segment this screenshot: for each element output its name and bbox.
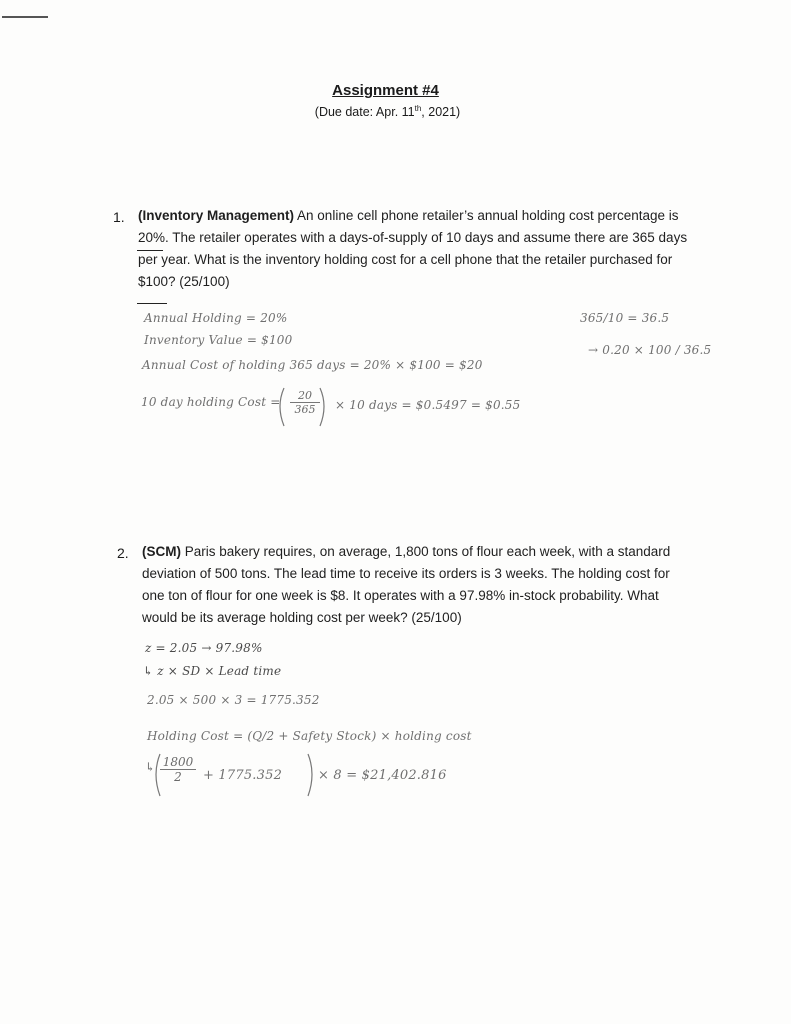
question-2-number: 2. xyxy=(117,545,129,561)
q1-hw-side-calc-1: 365/10 = 36.5 xyxy=(580,311,670,325)
question-1-line-1: (Inventory Management) An online cell phone retailer’s annual holding cost percentage is xyxy=(138,208,679,223)
question-2-text xyxy=(142,541,742,629)
question-2-line-1: (SCM) Paris bakery requires, on average, 1,800 tons of flour each week, with a standard xyxy=(142,544,671,559)
question-2-line-2: deviation of 500 tons. The lead time to receive its orders is 3 weeks. The holding cost for xyxy=(142,566,670,581)
q1-hw-side-calc-2: → 0.20 × 100 / 36.5 xyxy=(588,343,712,357)
q2-hw-holding-formula: Holding Cost = (Q/2 + Safety Stock) × holding cost xyxy=(147,729,472,743)
q2-hw-result: × 8 = $21,402.816 xyxy=(318,768,447,783)
question-1-text xyxy=(138,205,738,293)
question-1-topic: (Inventory Management) xyxy=(138,208,295,223)
question-2-line-4: would be its average holding cost per week? (25/100) xyxy=(142,610,462,625)
q2-hw-arrow: ↳ xyxy=(145,760,156,774)
q1-hw-annual-holding: Annual Holding = 20% xyxy=(144,311,288,325)
q2-hw-sum: + 1775.352 xyxy=(203,768,283,783)
due-date: (Due date: Apr. 11th, 2021) xyxy=(314,104,461,120)
q2-hw-z-value: z = 2.05 → 97.98% xyxy=(145,641,263,655)
q1-hw-fraction: $\frac{20}{365}$ xyxy=(290,389,320,416)
question-1-line-4: $100? (25/100) xyxy=(138,274,230,289)
question-1-line-2: 20%. The retailer operates with a days-of-supply of 10 days and assume there are 365 days xyxy=(138,230,688,245)
q1-hw-annual-cost: Annual Cost of holding 365 days = 20% × $100 = $20 xyxy=(142,358,483,372)
pen-underline-100 xyxy=(137,303,167,304)
q2-hw-fraction: $\frac{1800}{2}$ xyxy=(160,755,196,784)
question-2-topic: (SCM) xyxy=(142,544,181,559)
q1-hw-10day-prefix: 10 day holding Cost = xyxy=(141,395,281,409)
q2-hw-safety-stock: 2.05 × 500 × 3 = 1775.352 xyxy=(147,693,320,707)
scan-edge-mark xyxy=(2,16,48,18)
question-2-line-3: one ton of flour for one week is $8. It operates with a 97.98% in-stock probability. What xyxy=(142,588,659,603)
question-1-number: 1. xyxy=(113,209,125,225)
assignment-title: Assignment #4 xyxy=(332,82,439,99)
q1-hw-10day-result: × 10 days = $0.5497 = $0.55 xyxy=(335,398,521,412)
q2-hw-formula: ↳ z × SD × Lead time xyxy=(143,664,282,678)
q1-hw-inventory-value: Inventory Value = $100 xyxy=(144,333,293,347)
question-1-line-3: per year. What is the inventory holding cost for a cell phone that the retailer purchased for xyxy=(138,252,673,267)
pen-underline-20pct xyxy=(137,250,163,251)
